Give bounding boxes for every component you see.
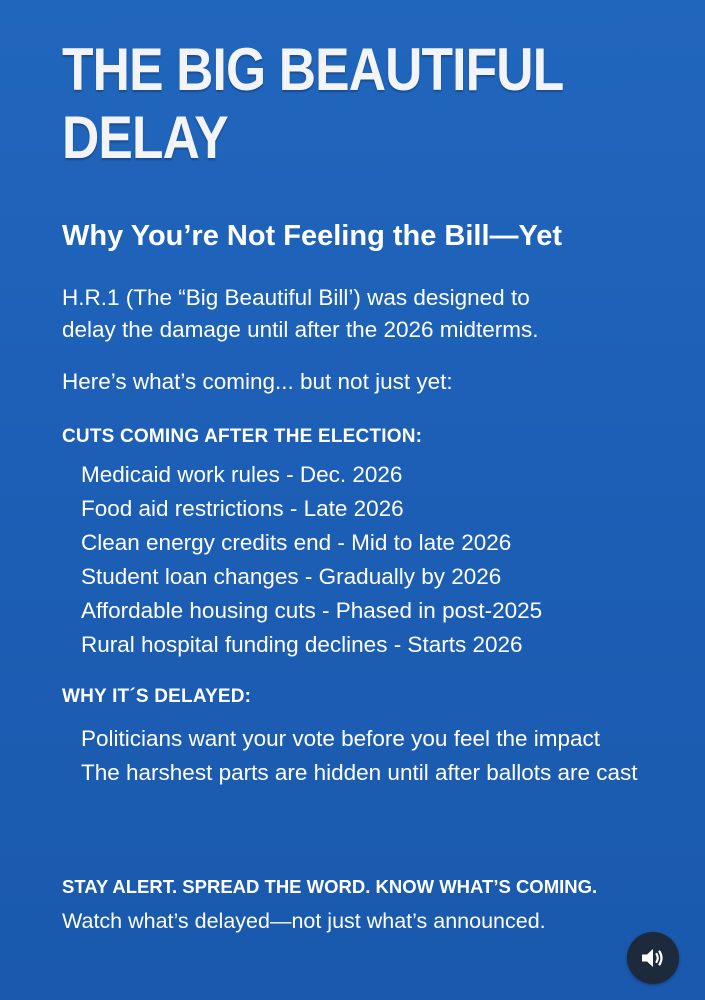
call-to-action: STAY ALERT. SPREAD THE WORD. KNOW WHAT’S COMING. (62, 876, 598, 897)
intro-paragraph (62, 282, 682, 346)
cut-item-student-loan: Student loan changes - Gradually by 2026 (81, 564, 502, 589)
delay-reason-vote: Politicians want your vote before you feel the impact (81, 726, 601, 751)
sound-toggle-button[interactable] (627, 932, 679, 984)
cut-item-clean-energy: Clean energy credits end - Mid to late 2026 (81, 530, 512, 555)
headline (62, 36, 664, 172)
subheadline: Why You’re Not Feeling the Bill—Yet (62, 220, 563, 252)
intro-line-2: delay the damage until after the 2026 midterms. (62, 317, 539, 342)
closing-line: Watch what’s delayed—not just what’s announced. (62, 909, 546, 933)
poster (62, 36, 672, 933)
cut-item-rural-hospital: Rural hospital funding declines - Starts 2026 (81, 632, 523, 657)
teaser-text: Here’s what’s coming... but not just yet: (62, 369, 453, 394)
headline-line-2: DELAY (62, 104, 228, 171)
intro-line-1: H.R.1 (The “Big Beautiful Bill’) was designed to (62, 285, 530, 310)
headline-line-1: THE BIG BEAUTIFUL (62, 36, 564, 103)
delay-heading: WHY IT´S DELAYED: (62, 686, 252, 707)
cuts-list (81, 458, 542, 662)
cut-item-medicaid: Medicaid work rules - Dec. 2026 (81, 462, 403, 487)
cuts-heading: CUTS COMING AFTER THE ELECTION: (62, 426, 423, 447)
delay-reasons-list (81, 722, 641, 790)
cut-item-food-aid: Food aid restrictions - Late 2026 (81, 496, 404, 521)
speaker-icon (640, 947, 666, 969)
delay-reason-hidden: The harshest parts are hidden until after ballots are cast (81, 760, 638, 785)
cut-item-housing: Affordable housing cuts - Phased in post-2025 (81, 598, 543, 623)
